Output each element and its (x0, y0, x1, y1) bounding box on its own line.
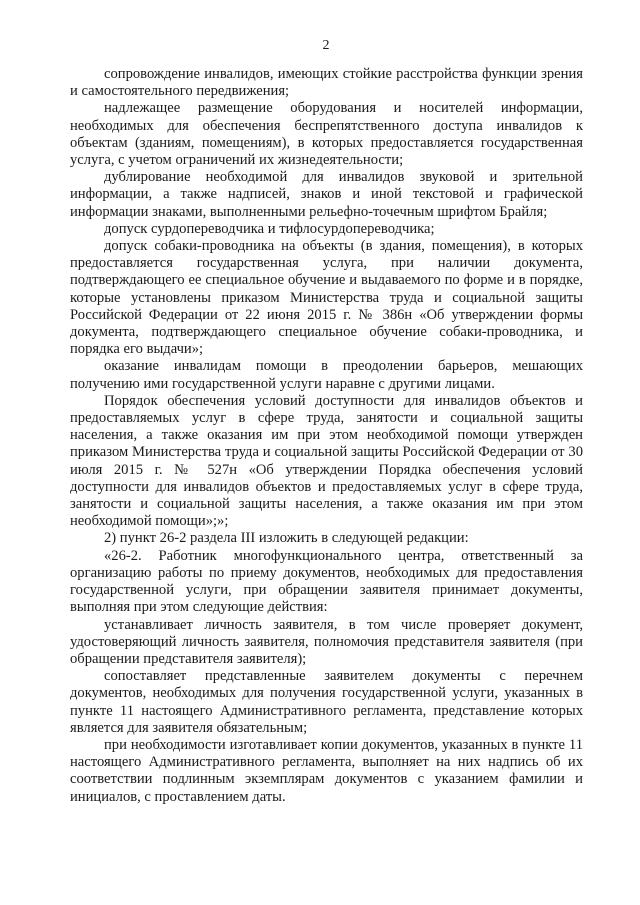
paragraph-document-copies: при необходимости изготавливает копии документов, указанных в пункте 11 настоящего Административного регламента, выполняет на них надпись об их соответствии подлинным экземплярам документов с указанием фамилии и инициалов, с проставлением даты. (70, 736, 583, 805)
paragraph-amendment-item: 2) пункт 26-2 раздела III изложить в следующей редакции: (104, 530, 469, 547)
paragraph-information-duplication: дублирование необходимой для инвалидов звуковой и зрительной информации, а также надписей, знаков и иной текстовой и графической информации знаками, выполненными рельефно-точечным шрифтом Брайля; (70, 169, 583, 220)
paragraph-equipment-placement: надлежащее размещение оборудования и носителей информации, необходимых для обеспечения беспрепятственного доступа инвалидов к объектам (зданиям, помещениям), в которых предоставляется государственная услуга, с учетом ограничений их жизнедеятельности; (70, 100, 583, 169)
paragraph-identity-check: устанавливает личность заявителя, в том числе проверяет документ, удостоверяющий личность заявителя, полномочия представителя заявителя (при обращении представителя заявителя); (70, 616, 583, 667)
paragraph-clause-26-2: «26-2. Работник многофункционального центра, ответственный за организацию работы по приему документов, необходимых для предоставления государственной услуги, при обращении заявителя принимает документы, выполняя при этом следующие действия: (70, 547, 583, 616)
paragraph-sign-interpreter: допуск сурдопереводчика и тифлосурдопереводчика; (104, 220, 435, 237)
paragraph-barrier-assistance: оказание инвалидам помощи в преодолении барьеров, мешающих получению ими государственной услуги наравне с другими лицами. (70, 358, 583, 392)
page-number: 2 (322, 38, 330, 53)
paragraph-guide-dog: допуск собаки-проводника на объекты (в здания, помещения), в которых предоставляется государственная услуга, при наличии документа, подтверждающего ее специальное обучение и выдаваемого по форме и в порядке, которые установлены приказом Министерства труда и социальной защиты Российской Федерации от 22 июня 2015 г. № 386н «Об утверждении формы документа, подтверждающего специальное обучение собаки-проводника, и порядка его выдачи»; (70, 238, 583, 358)
document-body (70, 66, 583, 806)
paragraph-accessibility-order: Порядок обеспечения условий доступности для инвалидов объектов и предоставляемых услуг в сфере труда, занятости и социальной защиты населения, а также оказания им при этом необходимой помощи утвержден приказом Министерства труда и социальной защиты Российской Федерации от 30 июля 2015 г. № 527н «Об утверждении Порядка обеспечения условий доступности для инвалидов объектов и предоставляемых услуг в сфере труда, занятости и социальной защиты населения, а также оказания им при этом необходимой помощи»;»; (70, 392, 583, 530)
paragraph-escort: сопровождение инвалидов, имеющих стойкие расстройства функции зрения и самостоятельного передвижения; (70, 66, 583, 100)
paragraph-document-comparison: сопоставляет представленные заявителем документы с перечнем документов, необходимых для получения государственной услуги, указанных в пункте 11 настоящего Административного регламента, представление которых является для заявителя обязательным; (70, 668, 583, 736)
